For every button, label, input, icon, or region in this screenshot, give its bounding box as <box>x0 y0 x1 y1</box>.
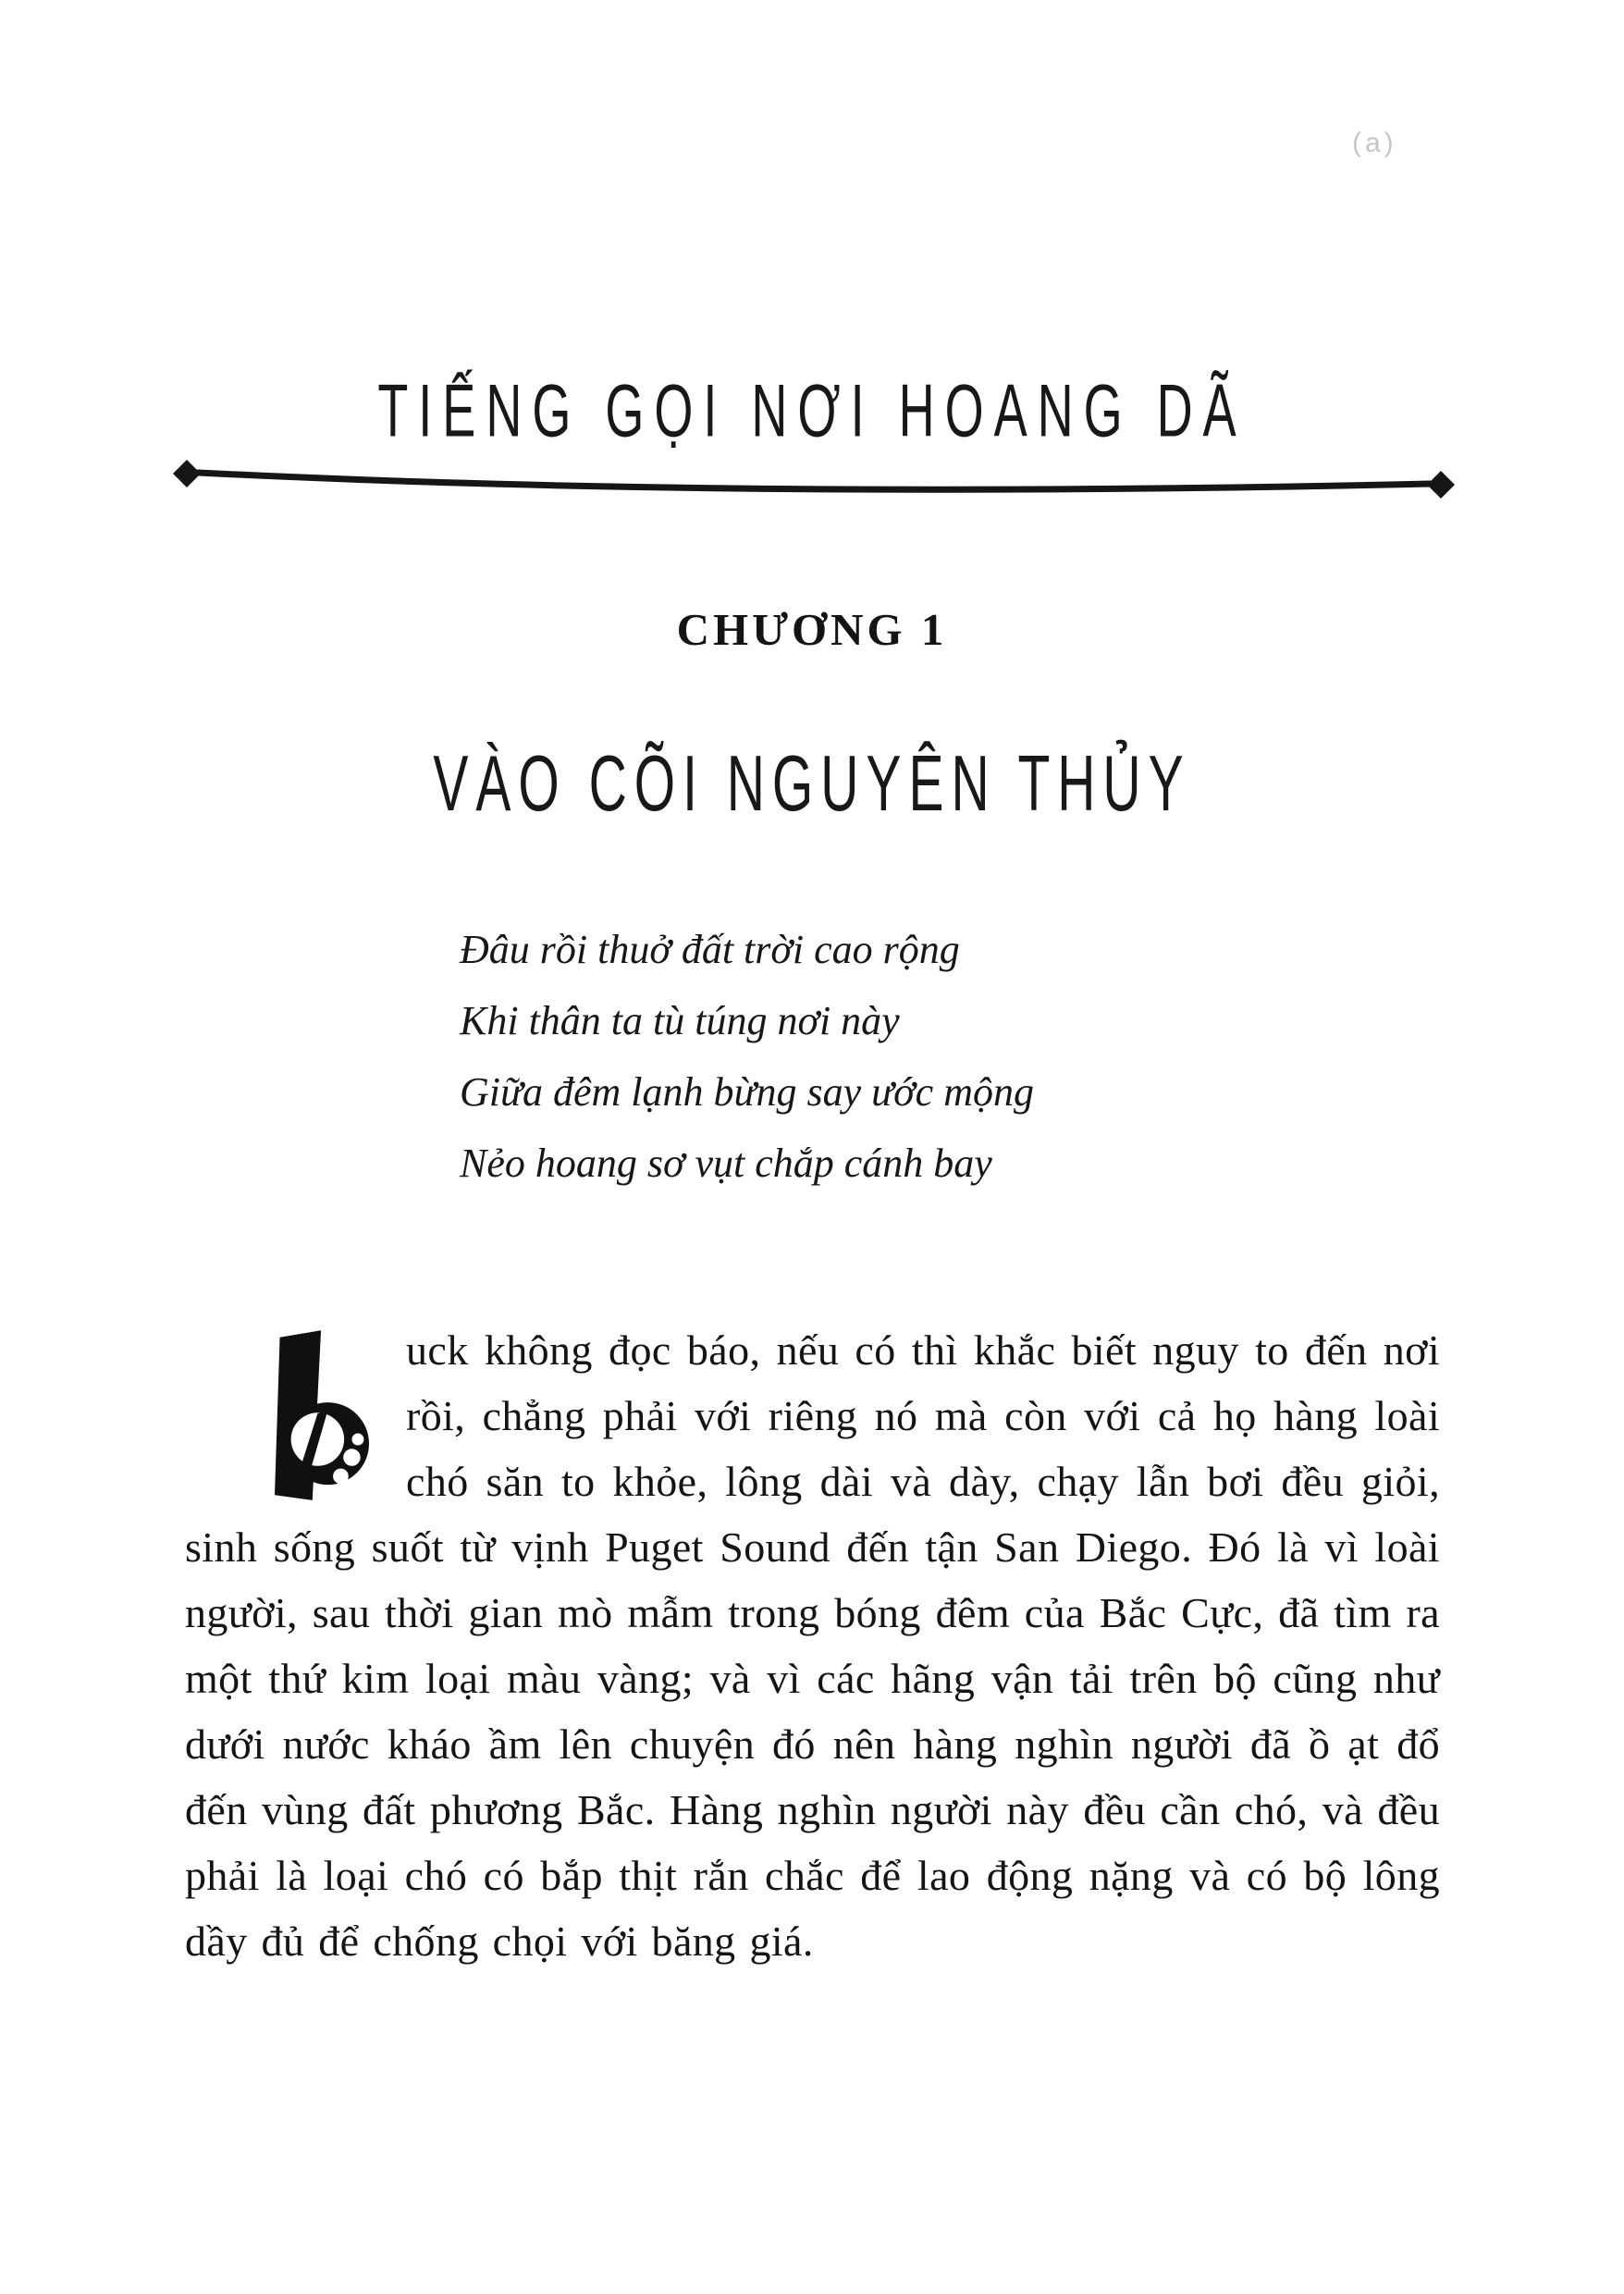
chapter-title: VÀO CÕI NGUYÊN THỦY <box>433 739 1191 829</box>
epigraph-line: Nẻo hoang sơ vụt chắp cánh bay <box>460 1141 992 1186</box>
decorative-rule-with-diamond-ends <box>166 455 1461 511</box>
book-title: TIẾNG GỌI NƠI HOANG DÃ <box>377 369 1247 453</box>
paragraph-text: uck không đọc báo, nếu có thì khắc biết nguy to đến nơi rồi, chẳng phải với riêng nó mà còn với cả họ hàng loài chó săn to khỏe, lông dài và dày, chạy lẫn bơi đều giỏi, sinh sống suốt từ vịnh Puget Sound đến tận San Diego. Đó là vì loài người, sau thời gian mò mẫm trong bóng đêm của Bắc Cực, đã tìm ra một thứ kim loại màu vàng; và vì các hãng vận tải trên bộ cũng như dưới nước kháo ầm lên chuyện đó nên hàng nghìn người đã ồ ạt đổ đến vùng đất phương Bắc. Hàng nghìn người này đều cần chó, và đều phải là loại chó có bắp thịt rắn chắc để lao động nặng và có bộ lông dầy đủ để chống chọi với băng giá. <box>185 1326 1440 1965</box>
chapter-label: CHƯƠNG 1 <box>676 604 948 655</box>
epigraph-line: Đâu rồi thuở đất trời cao rộng <box>460 927 960 972</box>
epigraph-line: Khi thân ta tù túng nơi này <box>460 998 900 1043</box>
dropcap-b-glyph <box>275 1325 369 1508</box>
book-title-row <box>0 368 1624 451</box>
chapter-title-row <box>0 738 1624 831</box>
body-paragraph <box>185 1317 1440 1974</box>
scan-artifact-mark: (a) <box>1352 128 1397 158</box>
epigraph-poem <box>460 914 1034 1199</box>
epigraph-line: Giữa đêm lạnh bừng say ước mộng <box>460 1069 1034 1115</box>
decorative-dropcap-B <box>275 1325 369 1508</box>
